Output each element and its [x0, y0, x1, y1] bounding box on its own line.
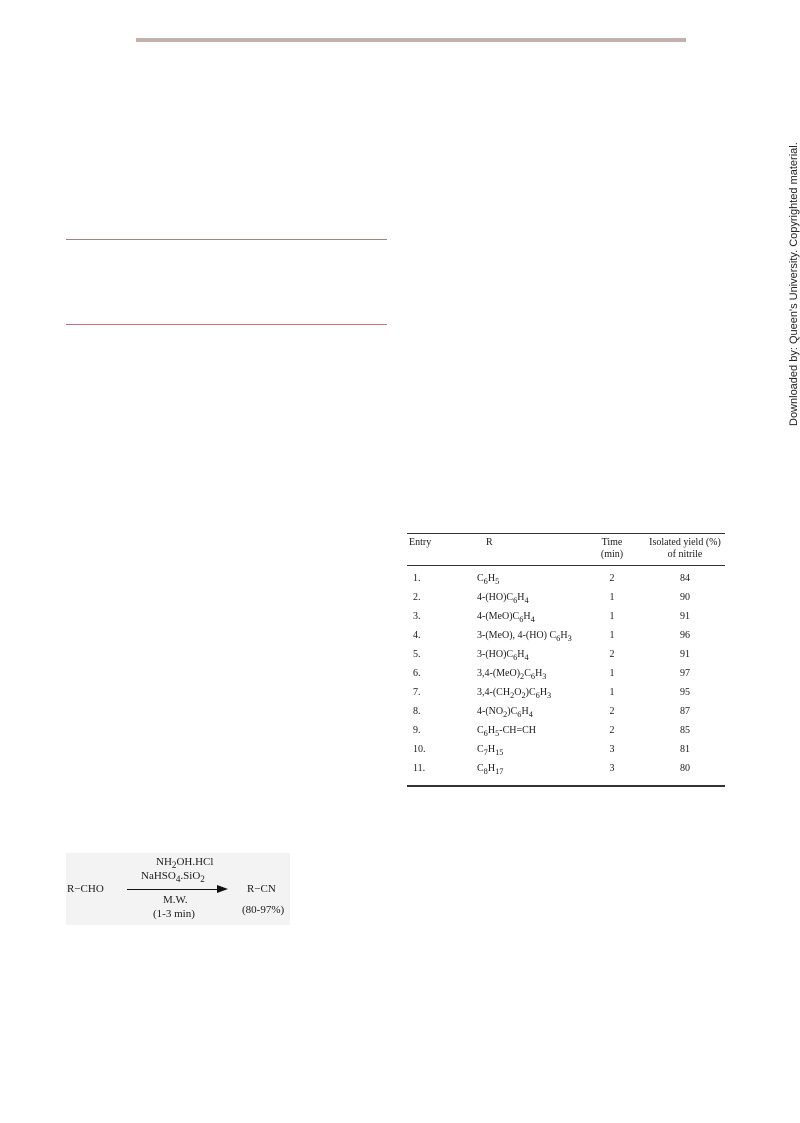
cell-r: $C_8H_{17}$ — [477, 763, 504, 776]
cell-r: 3-(MeO), 4-(HO) $C_6H_3$ — [477, 630, 572, 643]
cell-r: $3,4-(CH_2O_2)C_6H_3$ — [477, 687, 552, 700]
cell-r: $C_6H_5$ — [477, 573, 500, 586]
cell-entry: 6. — [413, 668, 421, 679]
cell-entry: 1. — [413, 573, 421, 584]
cell-entry: 5. — [413, 649, 421, 660]
cell-r: $3-(HO)C_6H_4$ — [477, 649, 529, 662]
cell-yield: 91 — [680, 649, 690, 660]
table-row — [407, 763, 725, 782]
cell-time: 2 — [609, 706, 615, 717]
header-yield — [645, 537, 725, 561]
reaction-scheme — [66, 853, 290, 925]
condition-mw: M.W. — [163, 894, 188, 906]
cell-entry: 2. — [413, 592, 421, 603]
cell-r: $4-(MeO)C_6H_4$ — [477, 611, 535, 624]
table-rule-bottom — [407, 785, 725, 787]
cell-yield: 87 — [680, 706, 690, 717]
cell-time: 1 — [609, 592, 615, 603]
reagent-2: NaHSO$_4$.SiO$_2$ — [141, 870, 205, 885]
table-row — [407, 630, 725, 649]
header-time-line1: Time — [601, 537, 623, 548]
reaction-arrow — [127, 889, 217, 890]
cell-time: 2 — [609, 573, 615, 584]
cell-r: $4-(HO)C_6H_4$ — [477, 592, 529, 605]
cell-r: $C_7H_{15}$ — [477, 744, 504, 757]
cell-time: 1 — [609, 668, 615, 679]
table-row — [407, 592, 725, 611]
table-row — [407, 668, 725, 687]
cell-yield: 91 — [680, 611, 690, 622]
header-entry: Entry — [409, 537, 432, 548]
header-rule — [136, 38, 686, 42]
divider-top — [66, 239, 387, 240]
cell-time: 1 — [609, 687, 615, 698]
cell-yield: 80 — [680, 763, 690, 774]
table-row — [407, 687, 725, 706]
product-yield: (80-97%) — [242, 904, 285, 916]
cell-entry: 3. — [413, 611, 421, 622]
cell-yield: 96 — [680, 630, 690, 641]
reagent-1: $NH_2OH.HCl$ — [156, 856, 214, 871]
cell-yield: 95 — [680, 687, 690, 698]
cell-yield: 85 — [680, 725, 690, 736]
cell-time: 1 — [609, 630, 615, 641]
table-row — [407, 744, 725, 763]
cell-time: 2 — [609, 725, 615, 736]
cell-time: 3 — [609, 744, 615, 755]
table-row — [407, 706, 725, 725]
cell-r: $3,4-(MeO)_2C_6H_3$ — [477, 668, 547, 681]
cell-yield: 84 — [680, 573, 690, 584]
arrow-head-icon — [217, 885, 228, 893]
header-time — [591, 537, 633, 561]
table-row — [407, 725, 725, 744]
cell-entry: 4. — [413, 630, 421, 641]
copyright-sidebar-note: Downloaded by: Queen's University. Copyrighted material. — [788, 142, 800, 426]
table-rule-top — [407, 533, 725, 534]
cell-r: $C_6H_5-CH=CH$ — [477, 725, 537, 738]
header-time-line2: (min) — [600, 549, 624, 560]
cell-yield: 97 — [680, 668, 690, 679]
cell-time: 3 — [609, 763, 615, 774]
cell-r: $4-(NO_2)C_6H_4$ — [477, 706, 533, 719]
cell-entry: 10. — [413, 744, 426, 755]
cell-yield: 81 — [680, 744, 690, 755]
cell-entry: 9. — [413, 725, 421, 736]
table-row — [407, 573, 725, 592]
cell-entry: 7. — [413, 687, 421, 698]
cell-entry: 8. — [413, 706, 421, 717]
table-rule-header — [407, 565, 725, 566]
table-row — [407, 649, 725, 668]
divider-bottom — [66, 324, 387, 325]
cell-time: 2 — [609, 649, 615, 660]
reactant: R−CHO — [67, 883, 104, 895]
product: R−CN — [247, 883, 276, 895]
header-yield-line1: Isolated yield (%) — [649, 537, 721, 548]
cell-entry: 11. — [413, 763, 426, 774]
table-row — [407, 611, 725, 630]
condition-time: (1-3 min) — [153, 908, 195, 920]
cell-time: 1 — [609, 611, 615, 622]
header-r: R — [486, 537, 493, 548]
header-yield-line2: of nitrile — [667, 549, 703, 560]
cell-yield: 90 — [680, 592, 690, 603]
